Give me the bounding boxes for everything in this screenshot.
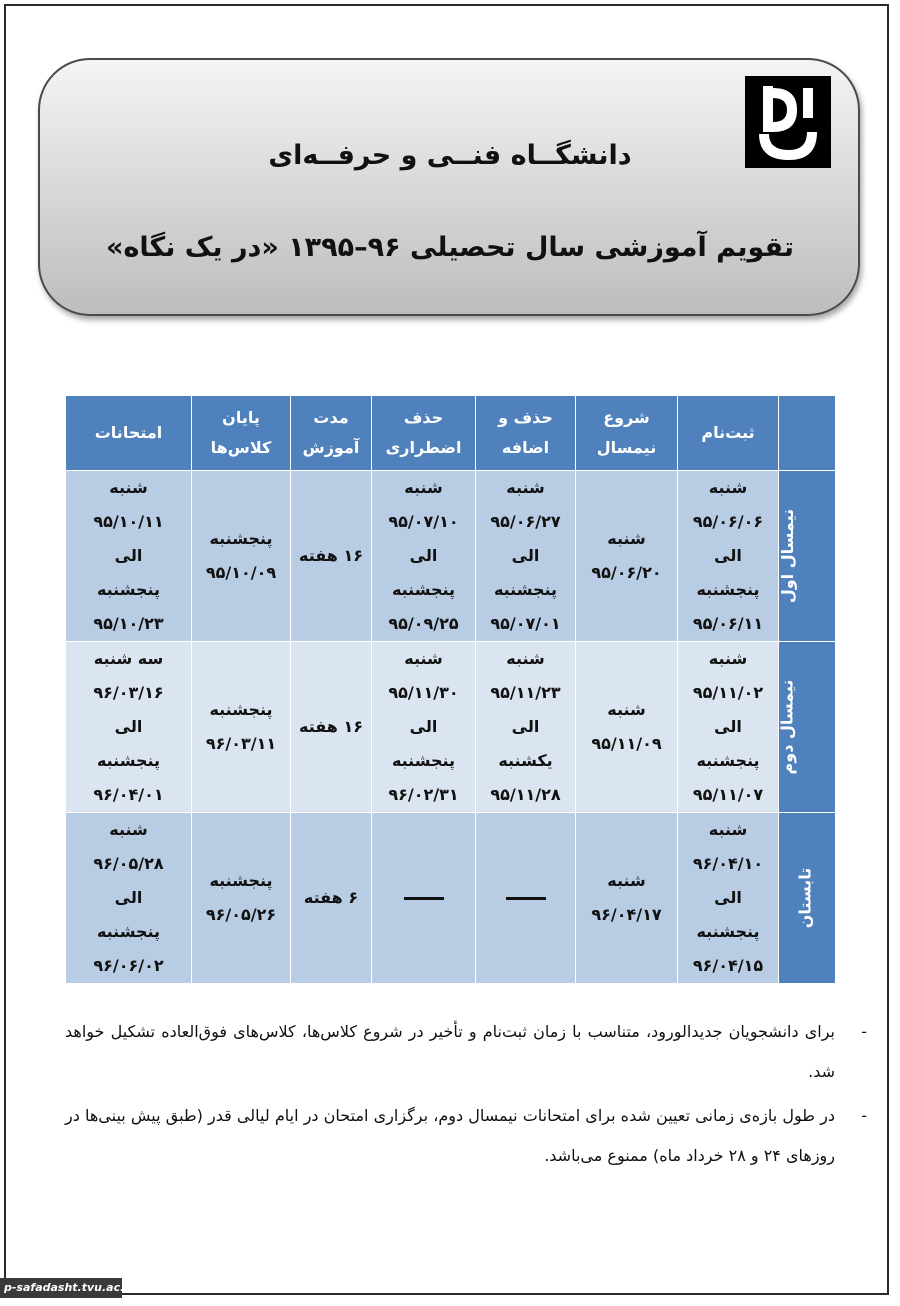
bullet: - <box>861 1022 867 1041</box>
cell-text: پنجشنبه <box>96 751 161 770</box>
cell-text: ۹۵/۰۶/۲۷ <box>490 512 561 531</box>
table-row <box>66 642 836 813</box>
semester-start-cell <box>576 642 678 813</box>
cell-text: شنبه <box>708 820 748 839</box>
cell-text: شنبه <box>607 871 646 890</box>
semester-label-cell <box>779 471 836 642</box>
cell-text: پنجشنبه <box>209 529 273 548</box>
exams-cell <box>66 642 192 813</box>
empty-dash <box>506 897 546 900</box>
cell-text: ۹۶/۰۲/۳۱ <box>388 785 459 804</box>
duration-cell <box>291 642 372 813</box>
emergency-drop-cell <box>372 471 476 642</box>
university-title: دانشگــاه فنــی و حرفــه‌ای <box>268 140 632 171</box>
cell-text: پنجشنبه <box>96 922 161 941</box>
emergency-drop-cell <box>372 642 476 813</box>
cell-text: ۹۵/۱۰/۰۹ <box>205 563 277 582</box>
cell-text: پنجشنبه <box>696 580 760 599</box>
cell-text: ۹۶/۰۵/۲۸ <box>93 854 164 873</box>
empty-dash <box>404 897 444 900</box>
cell-text: الی <box>114 546 143 565</box>
column-header-exams: امتحانات <box>66 396 192 471</box>
column-header-add-drop: حذف و اضافه <box>476 396 576 471</box>
exams-cell <box>66 471 192 642</box>
table-row <box>66 813 836 984</box>
cell-text: الی <box>114 717 143 736</box>
cell-text: سه شنبه <box>93 649 164 668</box>
cell-text: پنجشنبه <box>391 751 456 770</box>
cell-text: شنبه <box>506 649 545 668</box>
cell-text: شنبه <box>607 529 646 548</box>
cell-text: ۹۶/۰۴/۱۵ <box>692 956 764 975</box>
semester-label: نیمسال اول <box>777 508 797 604</box>
add-drop-cell <box>476 642 576 813</box>
cell-text: ۱۶ هفته <box>299 717 363 736</box>
emergency-drop-cell <box>372 813 476 984</box>
cell-text: ۶ هفته <box>303 888 359 907</box>
column-header-registration: ثبت‌نام <box>678 396 779 471</box>
cell-text: ۹۶/۰۴/۰۱ <box>93 785 164 804</box>
duration-cell <box>291 471 372 642</box>
cell-text: ۹۵/۰۷/۰۱ <box>490 614 561 633</box>
cell-text: ۹۵/۱۱/۰۷ <box>692 785 764 804</box>
add-drop-cell <box>476 471 576 642</box>
header-banner <box>38 58 860 316</box>
cell-text: الی <box>511 546 540 565</box>
cell-text: ۹۶/۰۳/۱۶ <box>93 683 164 702</box>
column-header-classes-end: پایان کلاس‌ها <box>192 396 291 471</box>
cell-text: شنبه <box>109 820 148 839</box>
cell-text: ۹۵/۰۷/۱۰ <box>388 512 459 531</box>
column-header-semester-start: شروع نیمسال <box>576 396 678 471</box>
cell-text: ۹۵/۰۶/۰۶ <box>692 512 764 531</box>
registration-cell <box>678 813 779 984</box>
semester-label-cell <box>779 813 836 984</box>
cell-text: پنجشنبه <box>96 580 161 599</box>
cell-text: الی <box>714 546 742 565</box>
duration-cell <box>291 813 372 984</box>
semester-start-cell <box>576 813 678 984</box>
cell-text: الی <box>714 717 742 736</box>
cell-text: ۹۵/۰۶/۲۰ <box>591 563 662 582</box>
cell-text: پنجشنبه <box>391 580 456 599</box>
cell-text: پنجشنبه <box>493 580 558 599</box>
note-text: برای دانشجویان جدیدالورود، متناسب با زمان ثبت‌نام و تأخیر در شروع کلاس‌ها، کلاس‌های فوق‌العاده تشکیل خواهد شد. <box>65 1022 835 1081</box>
calendar-title: تقویم آموزشی سال تحصیلی ۹۶–۱۳۹۵ «در یک نگاه» <box>106 232 794 263</box>
cell-text: ۱۶ هفته <box>299 546 363 565</box>
cell-text: الی <box>511 717 540 736</box>
cell-text: پنجشنبه <box>209 871 273 890</box>
cell-text: ۹۵/۱۰/۱۱ <box>93 512 164 531</box>
cell-text: شنبه <box>404 478 443 497</box>
cell-text: ۹۶/۰۳/۱۱ <box>205 734 277 753</box>
table-row <box>66 471 836 642</box>
note-item <box>65 1096 875 1176</box>
cell-text: الی <box>114 888 143 907</box>
cell-text: الی <box>409 717 438 736</box>
cell-text: ۹۵/۱۱/۲۸ <box>490 785 561 804</box>
cell-text: ۹۵/۰۹/۲۵ <box>388 614 459 633</box>
semester-start-cell <box>576 471 678 642</box>
semester-label: تابستان <box>794 867 814 929</box>
classes-end-cell <box>192 471 291 642</box>
classes-end-cell <box>192 813 291 984</box>
cell-text: ۹۶/۰۴/۱۰ <box>692 854 764 873</box>
cell-text: یکشنبه <box>498 751 553 770</box>
column-header-semester <box>779 396 836 471</box>
cell-text: پنجشنبه <box>209 700 273 719</box>
cell-text: ۹۵/۱۱/۳۰ <box>388 683 459 702</box>
cell-text: شنبه <box>708 478 748 497</box>
add-drop-cell <box>476 813 576 984</box>
cell-text: شنبه <box>506 478 545 497</box>
note-item <box>65 1012 875 1092</box>
cell-text: ۹۵/۱۱/۰۹ <box>591 734 662 753</box>
bullet: - <box>861 1106 867 1125</box>
cell-text: ۹۵/۰۶/۱۱ <box>692 614 764 633</box>
academic-calendar-table <box>65 395 836 984</box>
cell-text: ۹۶/۰۵/۲۶ <box>205 905 277 924</box>
cell-text: ۹۶/۰۴/۱۷ <box>591 905 662 924</box>
cell-text: ۹۵/۱۰/۲۳ <box>93 614 164 633</box>
table-header-row <box>66 396 836 471</box>
column-header-duration: مدت آموزش <box>291 396 372 471</box>
cell-text: شنبه <box>109 478 148 497</box>
cell-text: پنجشنبه <box>696 922 760 941</box>
cell-text: شنبه <box>404 649 443 668</box>
classes-end-cell <box>192 642 291 813</box>
exams-cell <box>66 813 192 984</box>
cell-text: شنبه <box>708 649 748 668</box>
cell-text: ۹۵/۱۱/۰۲ <box>692 683 764 702</box>
note-text: در طول بازه‌ی زمانی تعیین شده برای امتحانات نیمسال دوم، برگزاری امتحان در ایام لیالی قدر (طبق پیش بینی‌ها در روزهای ۲۴ و ۲۸ خرداد ماه) ممنوع می‌باشد. <box>65 1106 835 1165</box>
cell-text: ۹۶/۰۶/۰۲ <box>93 956 164 975</box>
cell-text: الی <box>409 546 438 565</box>
semester-label-cell <box>779 642 836 813</box>
cell-text: ۹۵/۱۱/۲۳ <box>490 683 561 702</box>
cell-text: پنجشنبه <box>696 751 760 770</box>
notes-section <box>65 1012 875 1180</box>
footer-url[interactable]: p-safadasht.tvu.ac.ir <box>0 1278 122 1298</box>
column-header-emergency-drop: حذف اضطراری <box>372 396 476 471</box>
cell-text: شنبه <box>607 700 646 719</box>
cell-text: الی <box>714 888 742 907</box>
semester-label: نیمسال دوم <box>777 679 797 775</box>
